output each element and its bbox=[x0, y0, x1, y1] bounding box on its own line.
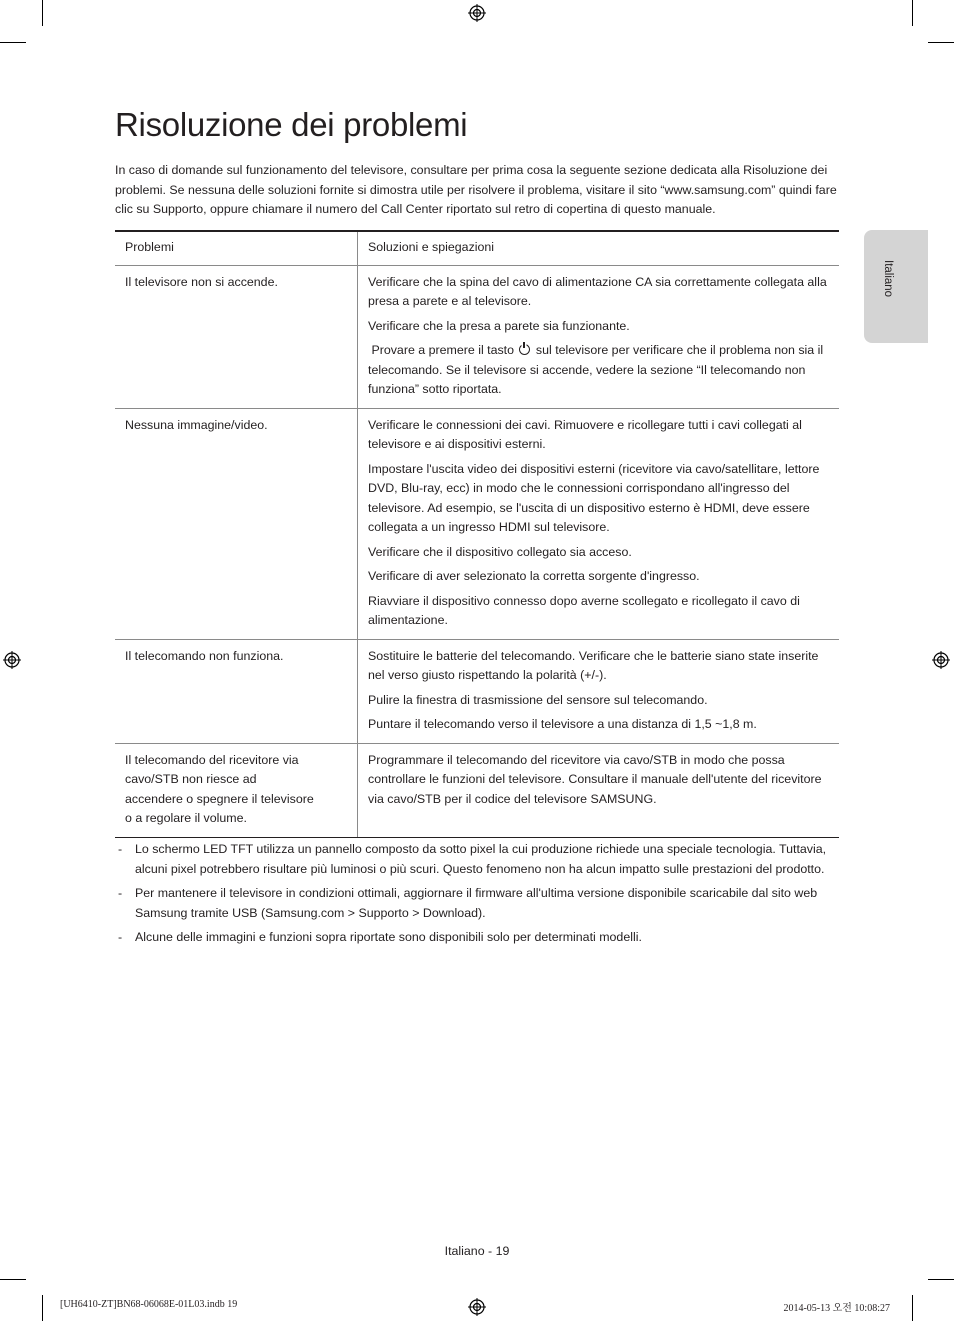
crop-mark bbox=[0, 42, 26, 43]
solution-item: Sostituire le batterie del telecomando. Verificare che le batterie siano state inserite nel verso giusto rispettando la polarità (+/-). bbox=[368, 648, 819, 682]
solution-item: Programmare il telecomando del ricevitore via cavo/STB in modo che possa controllare le funzioni del televisore. Consultare il manuale dell'utente del ricevitore via cavo/STB per il codice del televisore SAMSUNG. bbox=[368, 752, 822, 806]
list-item bbox=[115, 884, 837, 923]
side-tab-label: Italiano bbox=[882, 260, 894, 298]
note-text: Per mantenere il televisore in condizioni ottimali, aggiornare il firmware all'ultima versione disponibile scaricabile dal sito web Samsung tramite USB (Samsung.com > Supporto > Download). bbox=[135, 886, 818, 920]
list-item bbox=[115, 840, 837, 879]
problem-text: Il telecomando del ricevitore via cavo/STB non riesce ad accendere o spegnere il televisore o a regolare il volume. bbox=[125, 752, 314, 825]
solutions-cell bbox=[358, 408, 840, 639]
note-text: Lo schermo LED TFT utilizza un pannello composto da sotto pixel la cui produzione richiede una speciale tecnologia. Tuttavia, alcuni pixel potrebbero risultare più luminosi o più scuri. Questo fenomeno non ha alcun impatto sulle prestazioni del prodotto. bbox=[135, 842, 827, 876]
crop-mark bbox=[42, 0, 43, 26]
problem-cell bbox=[115, 743, 358, 838]
table-row bbox=[115, 265, 839, 408]
problem-cell: Nessuna immagine/video. bbox=[115, 408, 358, 639]
page-number: Italiano - 19 bbox=[444, 1244, 510, 1258]
registration-mark-icon bbox=[468, 4, 486, 22]
solution-item: Pulire la finestra di trasmissione del sensore sul telecomando. bbox=[368, 692, 708, 707]
crop-mark bbox=[42, 1295, 43, 1321]
solution-item: Riavviare il dispositivo connesso dopo averne scollegato e ricollegato il cavo di alimentazione. bbox=[368, 593, 800, 627]
solutions-cell bbox=[358, 639, 840, 743]
notes-list bbox=[115, 840, 837, 953]
table-header-row bbox=[115, 231, 839, 265]
crop-mark bbox=[928, 42, 954, 43]
solution-item: Impostare l'uscita video dei dispositivi esterni (ricevitore via cavo/satellitare, lettore DVD, Blu-ray, ecc) in modo che le connessioni corrispondano all'ingresso del televisore. Ad esempio, se l'uscita di un dispositivo esterno è HDMI, deve essere collegata a un ingresso HDMI sul televisore. bbox=[368, 461, 820, 534]
note-dash: - bbox=[118, 930, 123, 944]
solutions-cell bbox=[358, 265, 840, 408]
solutions-cell bbox=[358, 743, 840, 838]
crop-mark bbox=[928, 1279, 954, 1280]
print-slug-left: [UH6410-ZT]BN68-06068E-01L03.indb 19 bbox=[60, 1299, 238, 1310]
crop-mark bbox=[0, 1279, 26, 1280]
registration-mark-icon bbox=[468, 1298, 486, 1316]
registration-mark-icon bbox=[3, 651, 21, 669]
solution-item: Verificare che la spina del cavo di alimentazione CA sia correttamente collegata alla presa a parete e al televisore. bbox=[368, 274, 827, 308]
print-slug-right: 2014-05-13 오전 10:08:27 bbox=[783, 1303, 890, 1314]
intro-paragraph: In caso di domande sul funzionamento del televisore, consultare per prima cosa la seguente sezione dedicata alla Risoluzione dei problemi. Se nessuna delle soluzioni fornite si dimostra utile per risolvere il problema, visitare il sito “www.samsung.com” quindi fare clic su Supporto, oppure chiamare il numero del Call Center riportato sul retro di copertina di questo manuale. bbox=[115, 163, 837, 216]
column-header-solutions: Soluzioni e spiegazioni bbox=[358, 231, 840, 265]
crop-mark bbox=[912, 0, 913, 26]
power-icon bbox=[519, 344, 530, 355]
note-dash: - bbox=[118, 886, 123, 900]
solution-item: Verificare che il dispositivo collegato sia acceso. bbox=[368, 544, 632, 559]
solution-item: Verificare di aver selezionato la corretta sorgente d'ingresso. bbox=[368, 569, 700, 583]
solution-item: Puntare il telecomando verso il televisore a una distanza di 1,5 ~1,8 m. bbox=[368, 717, 757, 731]
page-title: Risoluzione dei problemi bbox=[115, 106, 468, 143]
table-row bbox=[115, 743, 839, 838]
problem-cell: Il televisore non si accende. bbox=[115, 265, 358, 408]
power-instruction-text: sul televisore per verificare che il problema non sia il telecomando. Se il televisore si accende, vedere la sezione “Il telecomando non funziona” sotto riportata. bbox=[368, 343, 824, 396]
solution-item: Verificare le connessioni dei cavi. Rimuovere e ricollegare tutti i cavi collegati al televisore e ai dispositivi esterni. bbox=[368, 417, 802, 451]
solution-item bbox=[368, 341, 829, 400]
list-item bbox=[115, 928, 837, 948]
solution-item: Verificare che la presa a parete sia funzionante. bbox=[368, 318, 630, 333]
note-text: Alcune delle immagini e funzioni sopra riportate sono disponibili solo per determinati modelli. bbox=[135, 930, 642, 944]
table-row bbox=[115, 639, 839, 743]
problem-cell: Il telecomando non funziona. bbox=[115, 639, 358, 743]
troubleshooting-table bbox=[115, 230, 839, 838]
crop-mark bbox=[912, 1295, 913, 1321]
column-header-problems: Problemi bbox=[115, 231, 358, 265]
power-instruction-prefix: Provare a premere il tasto bbox=[371, 343, 515, 357]
language-side-tab bbox=[864, 230, 928, 343]
registration-mark-icon bbox=[932, 651, 950, 669]
note-dash: - bbox=[118, 842, 123, 856]
table-row bbox=[115, 408, 839, 639]
